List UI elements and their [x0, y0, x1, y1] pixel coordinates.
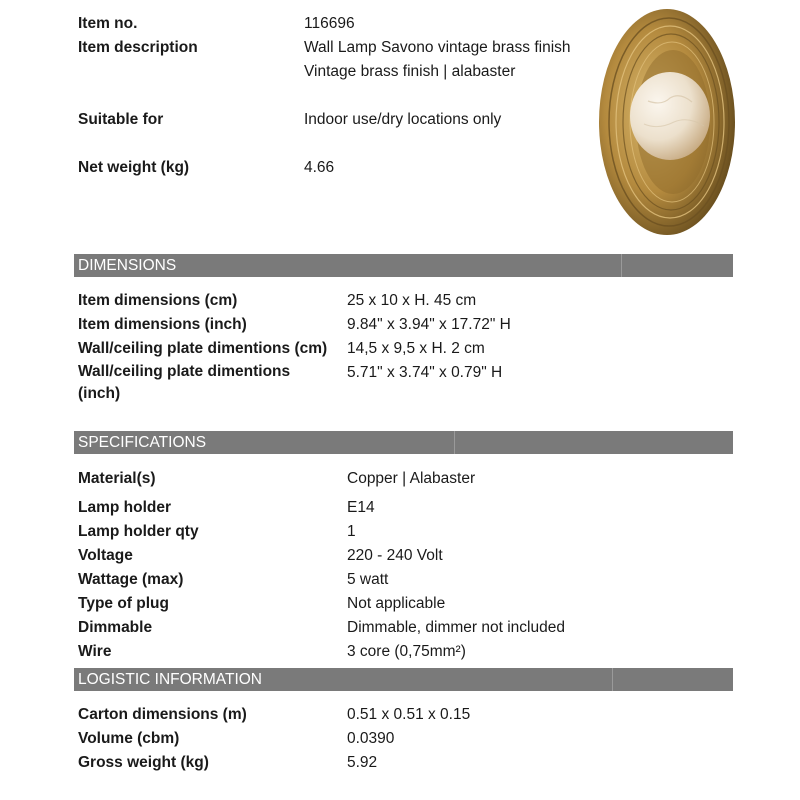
item-description-line1: Wall Lamp Savono vintage brass finish — [304, 39, 571, 56]
table-row — [78, 703, 738, 727]
table-row — [78, 751, 738, 775]
specifications-section-header — [74, 431, 733, 454]
row-label: Dimmable — [78, 619, 153, 636]
row-label: Type of plug — [78, 595, 169, 612]
logistics-table — [78, 703, 738, 775]
item-description-line2: Vintage brass finish | alabaster — [304, 63, 516, 80]
row-label: Wire — [78, 643, 112, 660]
table-row — [78, 313, 738, 337]
table-row — [78, 616, 738, 640]
item-no-label: Item no. — [78, 15, 138, 32]
table-row — [78, 592, 738, 616]
row-value: Copper | Alabaster — [347, 470, 476, 487]
row-label: Item dimensions (cm) — [78, 292, 238, 309]
table-row — [78, 544, 738, 568]
row-value: 5.92 — [347, 754, 378, 771]
row-label — [78, 361, 290, 405]
table-row — [78, 467, 738, 491]
dimensions-title: DIMENSIONS — [78, 257, 177, 274]
row-value: 3 core (0,75mm²) — [347, 643, 466, 660]
item-description-label: Item description — [78, 39, 198, 56]
row-value: 1 — [347, 523, 356, 540]
table-row — [78, 361, 738, 407]
row-label: Wall/ceiling plate dimentions (cm) — [78, 340, 328, 357]
suitable-for-value: Indoor use/dry locations only — [304, 111, 502, 128]
row-label: Lamp holder qty — [78, 523, 199, 540]
row-label: Lamp holder — [78, 499, 172, 516]
row-value: Dimmable, dimmer not included — [347, 619, 565, 636]
alabaster-globe — [630, 72, 710, 160]
row-label-line1: Wall/ceiling plate dimentions — [78, 363, 291, 380]
table-row — [78, 640, 738, 664]
item-no-value: 116696 — [304, 15, 355, 32]
row-value: 9.84" x 3.94" x 17.72" H — [347, 316, 511, 333]
table-row — [78, 289, 738, 313]
specifications-title: SPECIFICATIONS — [78, 434, 207, 451]
row-value: 25 x 10 x H. 45 cm — [347, 292, 477, 309]
row-value: 5.71" x 3.74" x 0.79" H — [347, 364, 503, 381]
logistics-section-header — [74, 668, 733, 691]
dimensions-table — [78, 289, 738, 407]
table-row — [78, 568, 738, 592]
product-info — [78, 12, 598, 202]
table-row — [78, 727, 738, 751]
row-label-line2: (inch) — [78, 385, 121, 402]
row-value: 0.51 x 0.51 x 0.15 — [347, 706, 471, 723]
row-label: Material(s) — [78, 470, 156, 487]
table-row — [78, 496, 738, 520]
logistics-title: LOGISTIC INFORMATION — [78, 671, 262, 688]
row-label: Item dimensions (inch) — [78, 316, 247, 333]
dimensions-section-header — [74, 254, 733, 277]
row-value: 14,5 x 9,5 x H. 2 cm — [347, 340, 485, 357]
row-label: Volume (cbm) — [78, 730, 180, 747]
suitable-for-label: Suitable for — [78, 111, 164, 128]
row-label: Gross weight (kg) — [78, 754, 209, 771]
row-value: 5 watt — [347, 571, 389, 588]
table-row — [78, 520, 738, 544]
specifications-table — [78, 467, 738, 664]
row-value: 220 - 240 Volt — [347, 547, 443, 564]
net-weight-label: Net weight (kg) — [78, 159, 190, 176]
row-value: 0.0390 — [347, 730, 395, 747]
row-value: Not applicable — [347, 595, 446, 612]
row-label: Wattage (max) — [78, 571, 184, 588]
row-label: Carton dimensions (m) — [78, 706, 247, 723]
row-label: Voltage — [78, 547, 133, 564]
table-row — [78, 337, 738, 361]
row-value: E14 — [347, 499, 375, 516]
wall-lamp-product-photo — [596, 6, 738, 238]
net-weight-value: 4.66 — [304, 159, 335, 176]
